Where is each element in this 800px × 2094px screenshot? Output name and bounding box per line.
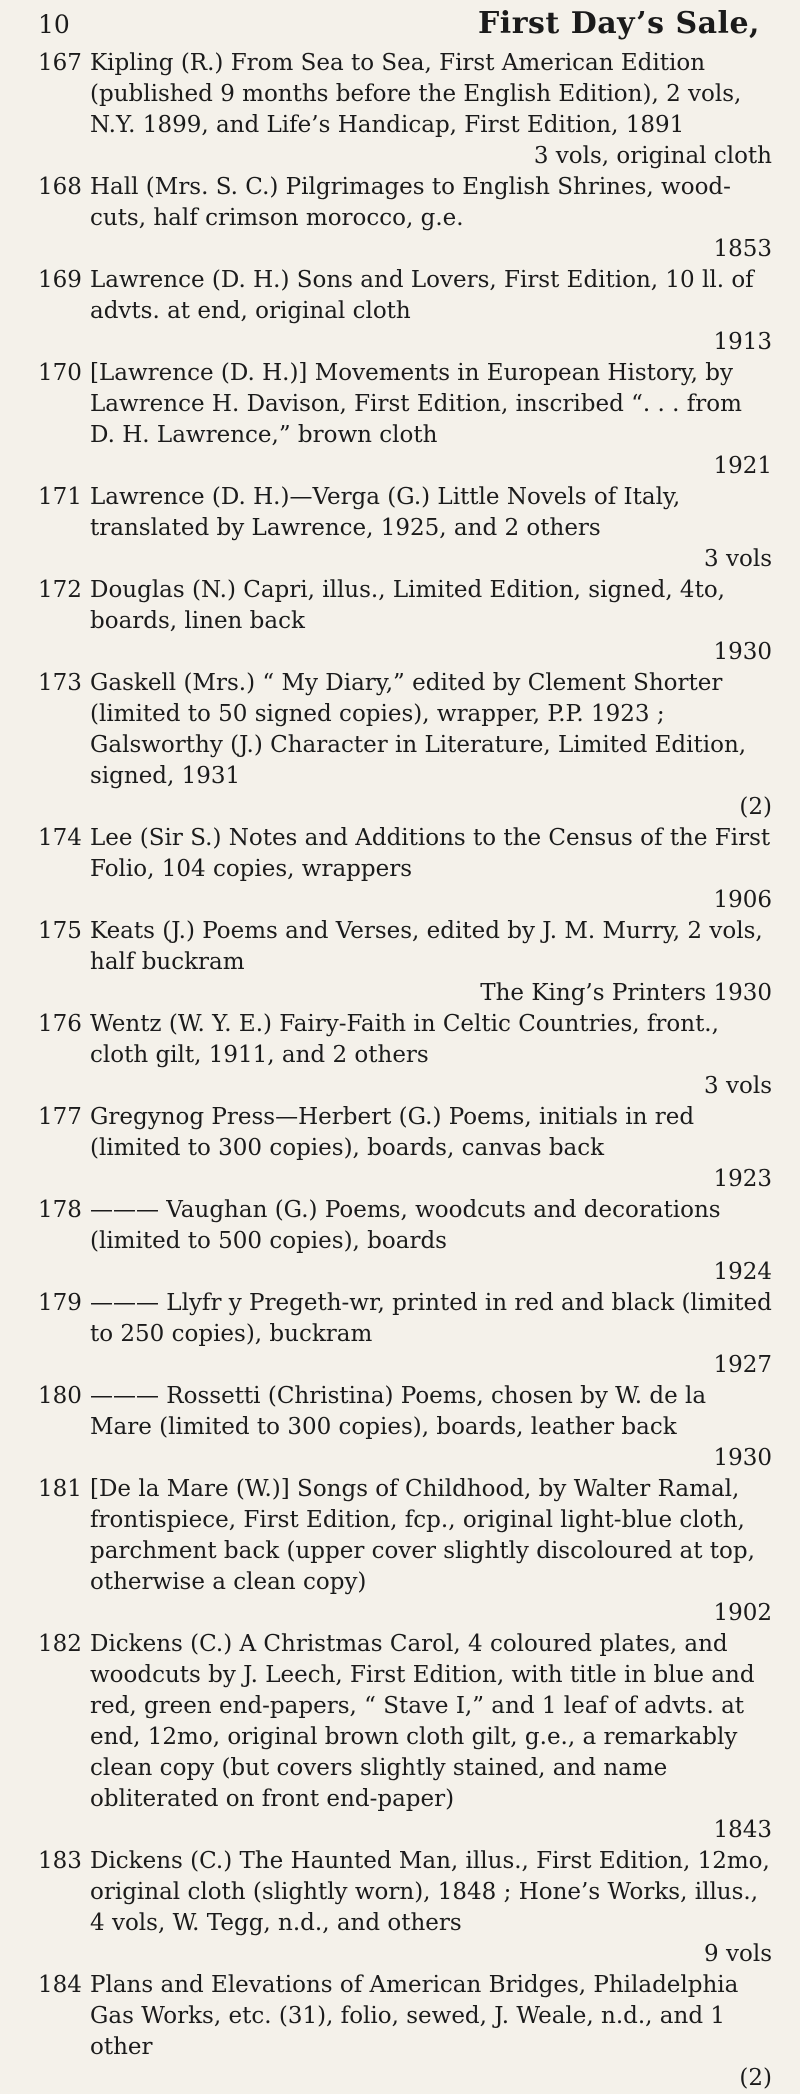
lot-entry <box>0 265 800 358</box>
lot-date: 3 vols <box>704 1073 772 1099</box>
lot-number: 182 <box>38 1631 82 1657</box>
lot-number: 173 <box>38 670 82 696</box>
lot-description: Douglas (N.) Capri, illus., Limited Edition, signed, 4to, boards, linen back <box>90 577 725 634</box>
lot-date: The King’s Printers 1930 <box>480 980 772 1006</box>
lot-entry <box>0 1195 800 1288</box>
page-number: 10 <box>38 10 70 39</box>
lot-number: 168 <box>38 174 82 200</box>
lot-entry <box>0 668 800 823</box>
lot-entry <box>0 358 800 482</box>
lot-date: 1921 <box>713 453 772 479</box>
lot-entry <box>0 482 800 575</box>
lot-description: Lawrence (D. H.) Sons and Lovers, First Edition, 10 ll. of advts. at end, original cloth <box>90 267 754 324</box>
lot-description: Lawrence (D. H.)—Verga (G.) Little Novels of Italy, translated by Lawrence, 1925, and 2 others <box>90 484 681 541</box>
lot-description: Wentz (W. Y. E.) Fairy-Faith in Celtic Countries, front., cloth gilt, 1911, and 2 others <box>90 1011 719 1068</box>
lot-number: 183 <box>38 1848 82 1874</box>
lot-description: [Lawrence (D. H.)] Movements in European History, by Lawrence H. Davison, First Edition, inscribed “. . . from D. H. Lawrence,” brown cloth <box>90 360 742 448</box>
lot-entry <box>0 48 800 172</box>
lot-date: 1843 <box>713 1817 772 1843</box>
lot-date: (2) <box>739 2065 772 2091</box>
lot-date: (2) <box>739 794 772 820</box>
lot-description: ——— Llyfr y Pregeth-wr, printed in red and black (limited to 250 copies), buckram <box>90 1290 772 1347</box>
lot-date: 1913 <box>713 329 772 355</box>
lot-date: 3 vols, original cloth <box>533 143 772 169</box>
lot-description: Gregynog Press—Herbert (G.) Poems, initials in red (limited to 300 copies), boards, canvas back <box>90 1104 695 1161</box>
lot-date: 1853 <box>713 236 772 262</box>
running-header: First Day’s Sale, <box>478 6 760 41</box>
lot-date: 1924 <box>713 1259 772 1285</box>
lot-entry <box>0 1629 800 1846</box>
lot-entry <box>0 1288 800 1381</box>
lot-entry <box>0 1970 800 2094</box>
lot-number: 171 <box>38 484 82 510</box>
lot-number: 180 <box>38 1383 82 1409</box>
lot-entry <box>0 823 800 916</box>
lot-entry <box>0 575 800 668</box>
lot-date: 3 vols <box>704 546 772 572</box>
lot-number: 181 <box>38 1476 82 1502</box>
lot-entry <box>0 1102 800 1195</box>
lot-number: 169 <box>38 267 82 293</box>
lot-description: [De la Mare (W.)] Songs of Childhood, by Walter Ramal, frontispiece, First Edition, fcp., original light-blue cloth, parchment back (upper cover slightly discoloured at top, otherwise a clean copy) <box>90 1476 755 1595</box>
lot-list <box>0 48 800 2094</box>
lot-number: 170 <box>38 360 82 386</box>
lot-number: 184 <box>38 1972 82 1998</box>
lot-entry <box>0 172 800 265</box>
lot-date: 1927 <box>713 1352 772 1378</box>
lot-entry <box>0 1474 800 1629</box>
lot-description: Hall (Mrs. S. C.) Pilgrimages to English Shrines, wood-cuts, half crimson morocco, g.e. <box>90 174 731 231</box>
lot-description: Gaskell (Mrs.) “ My Diary,” edited by Clement Shorter (limited to 50 signed copies), wrapper, P.P. 1923 ; Galsworthy (J.) Character in Literature, Limited Edition, signed, 1931 <box>90 670 747 789</box>
lot-number: 177 <box>38 1104 82 1130</box>
lot-description: ——— Rossetti (Christina) Poems, chosen by W. de la Mare (limited to 300 copies), boards, leather back <box>90 1383 707 1440</box>
lot-description: Keats (J.) Poems and Verses, edited by J. M. Murry, 2 vols, half buckram <box>90 918 763 975</box>
lot-number: 167 <box>38 50 82 76</box>
lot-description: Dickens (C.) The Haunted Man, illus., First Edition, 12mo, original cloth (slightly worn), 1848 ; Hone’s Works, illus., 4 vols, W. Tegg, n.d., and others <box>90 1848 770 1936</box>
lot-entry <box>0 916 800 1009</box>
lot-date: 1923 <box>713 1166 772 1192</box>
lot-number: 176 <box>38 1011 82 1037</box>
lot-number: 174 <box>38 825 82 851</box>
lot-description: Dickens (C.) A Christmas Carol, 4 coloured plates, and woodcuts by J. Leech, First Edition, with title in blue and red, green end-papers, “ Stave I,” and 1 leaf of advts. at end, 12mo, original brown cloth gilt, g.e., a remarkably clean copy (but covers slightly stained, and name obliterated on front end-paper) <box>90 1631 755 1812</box>
lot-description: ——— Vaughan (G.) Poems, woodcuts and decorations (limited to 500 copies), boards <box>90 1197 721 1254</box>
lot-description: Plans and Elevations of American Bridges, Philadelphia Gas Works, etc. (31), folio, sewed, J. Weale, n.d., and 1 other <box>90 1972 739 2060</box>
lot-date: 9 vols <box>704 1941 772 1967</box>
lot-description: Lee (Sir S.) Notes and Additions to the Census of the First Folio, 104 copies, wrappers <box>90 825 771 882</box>
lot-number: 175 <box>38 918 82 944</box>
lot-date: 1930 <box>713 639 772 665</box>
lot-entry <box>0 1009 800 1102</box>
lot-entry <box>0 1381 800 1474</box>
lot-date: 1930 <box>713 1445 772 1471</box>
lot-number: 172 <box>38 577 82 603</box>
lot-description: Kipling (R.) From Sea to Sea, First American Edition (published 9 months before the English Edition), 2 vols, N.Y. 1899, and Life’s Handicap, First Edition, 1891 <box>90 50 742 138</box>
lot-date: 1906 <box>713 887 772 913</box>
lot-number: 178 <box>38 1197 82 1223</box>
lot-entry <box>0 1846 800 1970</box>
lot-date: 1902 <box>713 1600 772 1626</box>
lot-number: 179 <box>38 1290 82 1316</box>
